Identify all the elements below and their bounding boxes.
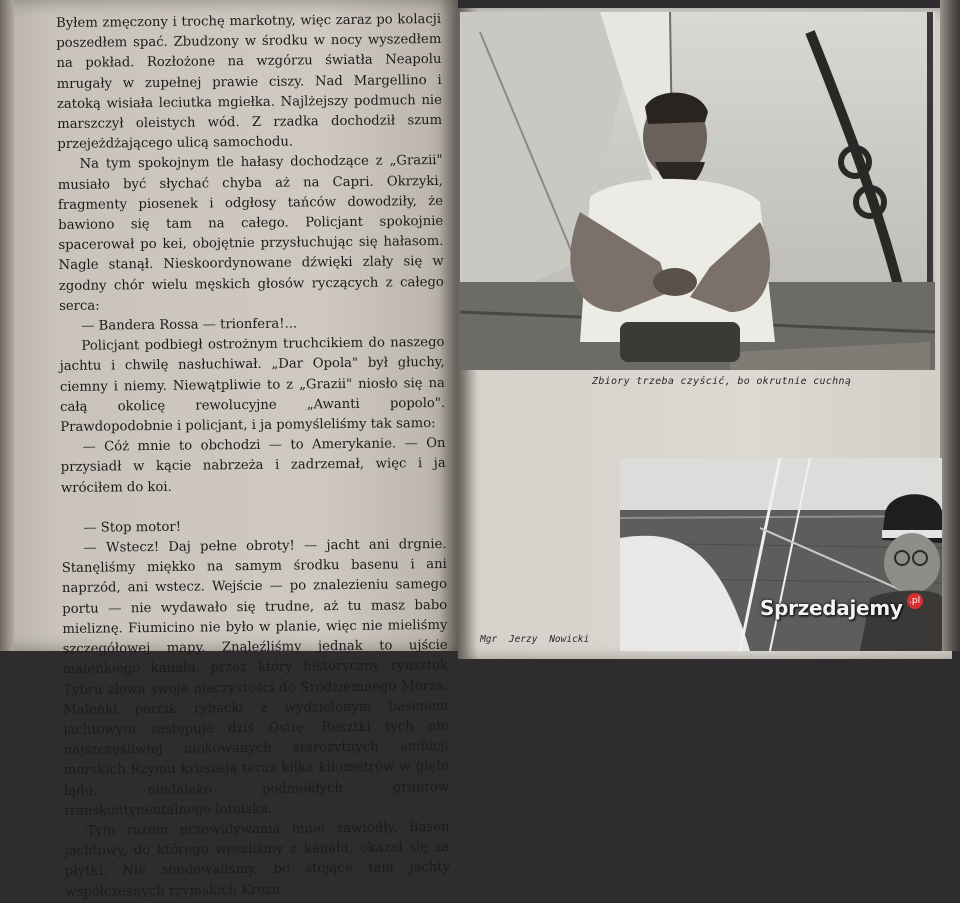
left-page-text [56, 10, 450, 903]
photo-sea-portrait [620, 458, 942, 651]
photo-sea-illustration [620, 458, 942, 651]
watermark-dot-badge: .pl [907, 593, 923, 609]
paragraph: Byłem zmęczony i trochę markotny, więc zaraz po kolacji poszedłem spać. Zbudzony w środku w nocy wyszedłem na pokład. Rozłożone na wzgórzu światła Neapolu mrugały w zupełnej prawie ciszy. Nad Margellino i zatoką wisiała leciutka mgiełka. Najlżejszy podmuch nie marszczył oleistych wód. Z rzadka dochodził szum przejeżdżającego ulicą samochodu. [56, 11, 443, 153]
watermark-logo [760, 596, 923, 620]
paragraph: — Cóż mnie to obchodzi — to Amerykanie. — On przysiadł w kącie nabrzeża i zadrzemał, więc i ja wróciłem do koi. [60, 436, 446, 496]
photo-caption-bottom: Mgr Jerzy Nowicki [480, 634, 590, 645]
photo-sailor-illustration [460, 12, 935, 370]
paragraph: Policjant podbiegł ostrożnym truchcikiem do naszego jachtu i chwilę nasłuchiwał. „Dar Opola" był głuchy, ciemny i niemy. Niewątpliwie to z „Grazii" niosło się na całą okolicę rewolucyjne „Awanti popolo". Prawdopodobnie i policjant, i ja pomyśleliśmy tak samo: [59, 335, 446, 436]
photo-sailor-cleaning [460, 12, 935, 370]
paragraph: Na tym spokojnym tle hałasy dochodzące z „Grazii" musiało być słychać chyba aż na Capri. Okrzyki, fragmenty piosenek i odgłosy tańców dowodziły, że bawiono się tam na całego. Policjant spokojnie spacerował po kei, obojętnie przysłuchując się hałasom. Nagle stanął. Nieskoordynowane dźwięki zlały się w zgodny chór wielu męskich głosów ryczących z całego serca: [57, 153, 444, 314]
book-edge [940, 0, 960, 651]
paragraph: — Stop motor! [83, 519, 182, 536]
watermark-text: Sprzedajemy [760, 596, 903, 620]
paragraph: Tym razem przewidywania mnie zawiodły. Basen jachtowy, do którego weszliśmy z kanału, okazał się za płytki. Nie sondowaliśmy, bo stojące tam jachty współczesnych rzymskich Krezu- [64, 819, 451, 900]
photo-caption: Zbiory trzeba czyścić, bo okrutnie cuchną [592, 376, 852, 387]
paragraph: — Bandera Rossa — trionfera!... [81, 316, 298, 334]
paragraph: — Wstecz! Daj pełne obroty! — jacht ani drgnie. Stanęliśmy miękko na samym środku basenu i ani naprzód, ani wstecz. Wejście — po znalezieniu samego portu — nie wydawało się trudne, aż tu masz babo mieliznę. Fiumicino nie było w planie, więc nie mieliśmy szczegółowej mapy. Znaleźliśmy jednak to ujście maleńkiego kanału, przez który historyczny rynsztok Tybru zlewa swoje nieczystości do Śródziemnego Morza. Maleńki porcik rybacki z wydzielonym basenem jachtowym zastępuje dziś Ostię. Resztki tych nie najszczęśliwiej ulokowanych starożytnych ambicji morskich Rzymu kruszeją teraz kilka kilometrów w głębi lądu, niedaleko podmokłych gruntów transkontynentalnego lotniska. [61, 537, 450, 819]
